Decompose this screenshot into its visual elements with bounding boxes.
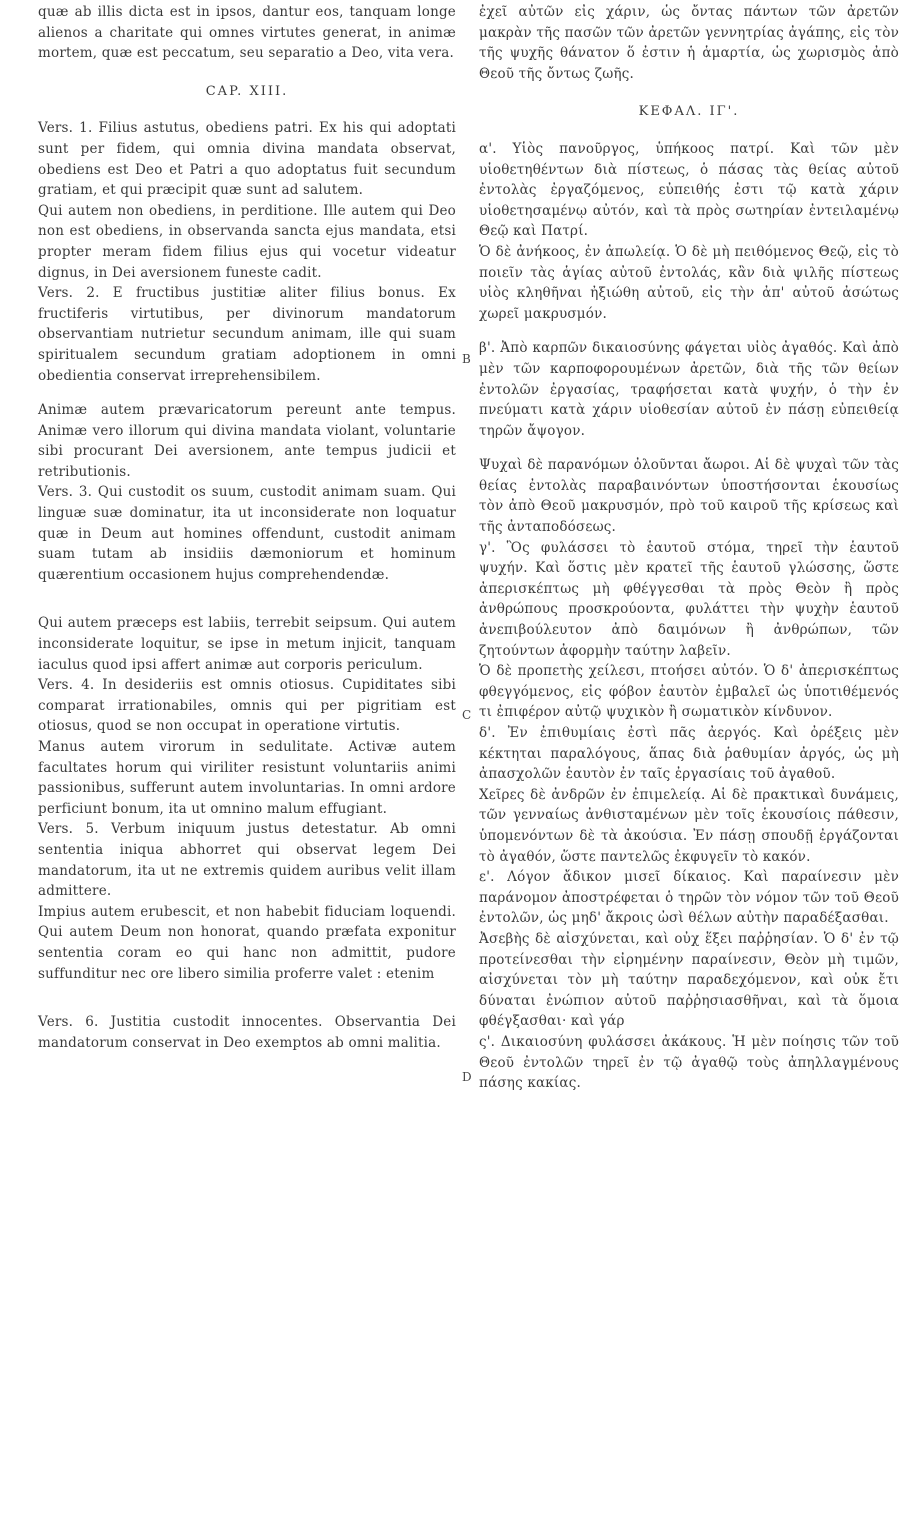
latin-paragraph: Manus autem virorum in sedulitate. Activæ autem facultates horum qui viriliter resistunt voluntariis animi passionibus, sufferunt autem involuntarias. In omni ardore perficiunt bonum, ita ut omnino malum effugiant. (38, 739, 456, 817)
greek-chapter-heading: ΚΕΦΑΛ. ΙΓ'. (638, 104, 740, 120)
greek-paragraph: Χεῖρες δὲ ἀνδρῶν ἐν ἐπιμελείᾳ. Αἱ δὲ πρακτικαὶ δυνάμεις, τῶν γενναίως ἀνθισταμένων μὲν τοῖς ἑκουσίοις πάθεσιν, ὑπομενόντων δὲ τὰ ἀκούσια. Ἐν πάσῃ σπουδῇ ἐργάζονται τὸ ἀγαθόν, ὥστε παντελῶς ἐκφυγεῖν τὸ κακόν. (479, 786, 899, 865)
greek-intro: ἐχεῖ αὐτῶν εἰς χάριν, ὡς ὄντας πάντων τῶν ἀρετῶν μακρὰν τῆς πασῶν τῶν ἀρετῶν γεννητρίας ἀγάπης, εἰς τὸν τῆς ψυχῆς θάνατον ὅ ἐστιν ἡ ἁμαρτία, ὡς χωρισμὸς ἀπὸ Θεοῦ τῆς ὄντως ζωῆς. (479, 4, 899, 82)
latin-paragraph: Qui autem non obediens, in perditione. Ille autem qui Deo non est obediens, in observanda sancta ejus mandata, etsi propter meram fidem filius ejus qui vocetur videatur dignus, in Dei aversionem funeste cadit. (38, 202, 456, 281)
margin-marker-b: B (462, 352, 471, 366)
greek-paragraph: Ψυχαὶ δὲ παρανόμων ὀλοῦνται ἄωροι. Αἱ δὲ ψυχαὶ τῶν τὰς θείας ἐντολὰς παραβαινόντων ὑποστήσονται ἑκουσίως τὸν ἀπὸ Θεοῦ μακρυσμόν, πρὸ τοῦ καιροῦ τῆς κρίσεως καὶ τῆς ἀνταποδόσεως. (479, 457, 899, 536)
latin-paragraph: Vers. 3. Qui custodit os suum, custodit animam suam. Qui linguæ suæ dominatur, ita ut inconsiderate non loquatur quæ in Deum aut homines offendunt, custodit animam suam tutam ab insidiis dæmoniorum et hominum quærentium occasionem hujus comprehendendæ. (38, 484, 456, 583)
greek-paragraph: δ'. Ἐν ἐπιθυμίαις ἐστὶ πᾶς ἀεργός. Καὶ ὀρέξεις μὲν κέκτηται παραλόγους, ἅπας διὰ ῥαθυμίαν ἀργός, ὡς μὴ ἀπασχολῶν ἑαυτὸν ἐν ταῖς ἐργασίαις τοῦ ἀγαθοῦ. (479, 725, 899, 783)
greek-paragraph: Ὁ δὲ ἀνήκοος, ἐν ἀπωλείᾳ. Ὁ δὲ μὴ πειθόμενος Θεῷ, εἰς τὸ ποιεῖν τὰς ἁγίας αὐτοῦ ἐντολάς, κἂν διὰ ψιλῆς πίστεως υἱὸς κληθῆναι ἠξιώθη αὐτοῦ, εἰς τὴν ἀπ' αὐτοῦ ἀσώτως χωρεῖ μακρυσμόν. (479, 243, 899, 322)
latin-paragraph: Vers. 1. Filius astutus, obediens patri. Ex his qui adoptati sunt per fidem, qui omnia divina mandata observat, obediens est Deo et Patri a quo adoptatus fuit secundum gratiam, et qui præcipit quæ sunt ad salutem. (38, 120, 456, 199)
latin-intro: quæ ab illis dicta est in ipsos, dantur eos, tanquam longe alienos a charitate qui omnes virtutes generat, in animæ mortem, quæ est peccatum, seu separatio a Deo, vita vera. (38, 4, 456, 62)
latin-paragraph: Animæ autem prævaricatorum pereunt ante tempus. Animæ vero illorum qui divina mandata violant, voluntarie sibi procurant Dei aversionem, ante tempus judicii et retributionis. (38, 402, 456, 480)
greek-paragraph: Ὁ δὲ προπετὴς χείλεσι, πτοήσει αὐτόν. Ὁ δ' ἀπερισκέπτως φθεγγόμενος, εἰς φόβον ἑαυτὸν ἐμβαλεῖ ὡς ὑποτιθέμενός τι ἐπιφέρον αὐτῷ ψυχικὸν ἢ σωματικὸν κίνδυνον. (479, 663, 899, 721)
greek-paragraph: ε'. Λόγον ἄδικον μισεῖ δίκαιος. Καὶ παραίνεσιν μὲν παράνομον ἀποστρέφεται ὁ τηρῶν τὸν νόμον τῶν τοῦ Θεοῦ ἐντολῶν, ὡς μηδ' ἄκροις ὠσὶ θέλων αὐτὴν παραδέξασθαι. (479, 869, 899, 927)
greek-paragraph: β'. Ἀπὸ καρπῶν δικαιοσύνης φάγεται υἱὸς ἀγαθός. Καὶ ἀπὸ μὲν τῶν καρποφορουμένων ἀρετῶν, διὰ τῆς τῶν θείων ἐντολῶν ἐργασίας, τραφήσεται κατὰ ψυχήν, ὁ τὴν ἐν πνεύματι κατὰ χάριν υἱοθεσίαν αὐτοῦ ἐν πάσῃ εὐπειθείᾳ τηρῶν ἄψογον. (479, 340, 899, 439)
latin-paragraph: Vers. 6. Justitia custodit innocentes. Observantia Dei mandatorum conservat in Deo exemptos ab omni malitia. (38, 1014, 456, 1051)
latin-paragraph: Impius autem erubescit, et non habebit fiduciam loquendi. Qui autem Deum non honorat, quando præfata exponitur sententia coram eo qui hanc non admittit, pudore suffunditur nec ore libero similia proferre valet : etenim (38, 903, 456, 982)
greek-paragraph: Ἀσεβὴς δὲ αἰσχύνεται, καὶ οὐχ ἕξει παῤῥησίαν. Ὁ δ' ἐν τῷ προτείνεσθαι τὴν εἰρημένην παραίνεσιν, Θεὸν μὴ τιμῶν, αἰσχύνεται τὸν μὴ ταύτην παραδεχόμενον, καὶ οὐκ ἔτι δύναται ἐνώπιον αὐτοῦ παῤῥησιασθῆναι, καὶ τὰ ὅμοια φθέγξασθαι· καὶ γάρ (479, 930, 899, 1030)
greek-column (479, 2, 899, 1094)
latin-column (38, 2, 456, 1053)
greek-paragraph: α'. Υἱὸς πανοῦργος, ὑπήκοος πατρί. Καὶ τῶν μὲν υἱοθετηθέντων διὰ πίστεως, ὁ πάσας τὰς θείας αὐτοῦ ἐντολὰς ἐργαζόμενος, εὐπειθής ἐστι τῷ κατὰ χάριν υἱοθετησαμένῳ αὐτόν, καὶ τὰ πρὸς σωτηρίαν ἐντειλαμένῳ Θεῷ καὶ Πατρί. (479, 140, 899, 240)
margin-marker-d: D (462, 1070, 472, 1084)
latin-paragraph: Qui autem præceps est labiis, terrebit seipsum. Qui autem inconsiderate loquitur, se ipse in metum injicit, tanquam iaculus quod ipsi affert animæ aut corporis periculum. (38, 615, 456, 673)
latin-chapter-heading: CAP. XIII. (205, 83, 289, 99)
margin-marker-c: C (462, 708, 472, 722)
latin-paragraph: Vers. 4. In desideriis est omnis otiosus. Cupiditates sibi comparat irrationabiles, omnis qui per pigritiam est otiosus, quod se non occupat in operatione virtutis. (38, 677, 456, 735)
latin-paragraph: Vers. 5. Verbum iniquum justus detestatur. Ab omni sententia iniqua abhorret qui observat legem Dei mandatorum, ita ut ne extremis quidem auribus velit illam admittere. (38, 821, 456, 900)
latin-paragraph: Vers. 2. E fructibus justitiæ aliter filius bonus. Ex fructiferis virtutibus, per divinorum mandatorum observantiam nutrietur secundum animam, ille qui suam spiritualem secundum gratiam adoptionem in omni obedientia conservat irreprehensibilem. (38, 285, 456, 384)
greek-paragraph: γ'. Ὃς φυλάσσει τὸ ἑαυτοῦ στόμα, τηρεῖ τὴν ἑαυτοῦ ψυχήν. Καὶ ὅστις μὲν κρατεῖ τῆς ἑαυτοῦ γλώσσης, ὥστε ἀπερισκέπτως μὴ φθέγγεσθαι τὰ πρὸς Θεὸν ἢ πρὸς ἀνθρώπους προσκρούοντα, φυλάττει τὴν ψυχὴν ἑαυτοῦ ἀνεπιβούλευτον ἀπὸ δαιμόνων ἢ ἀνθρώπων, τῶν ζητούντων ἀφορμὴν ταύτην λαβεῖν. (479, 539, 899, 659)
greek-paragraph: ς'. Δικαιοσύνη φυλάσσει ἀκάκους. Ἡ μὲν ποίησις τῶν τοῦ Θεοῦ ἐντολῶν τηρεῖ ἐν τῷ ἀγαθῷ τοὺς ἀπηλλαγμένους πάσης κακίας. (479, 1033, 899, 1092)
